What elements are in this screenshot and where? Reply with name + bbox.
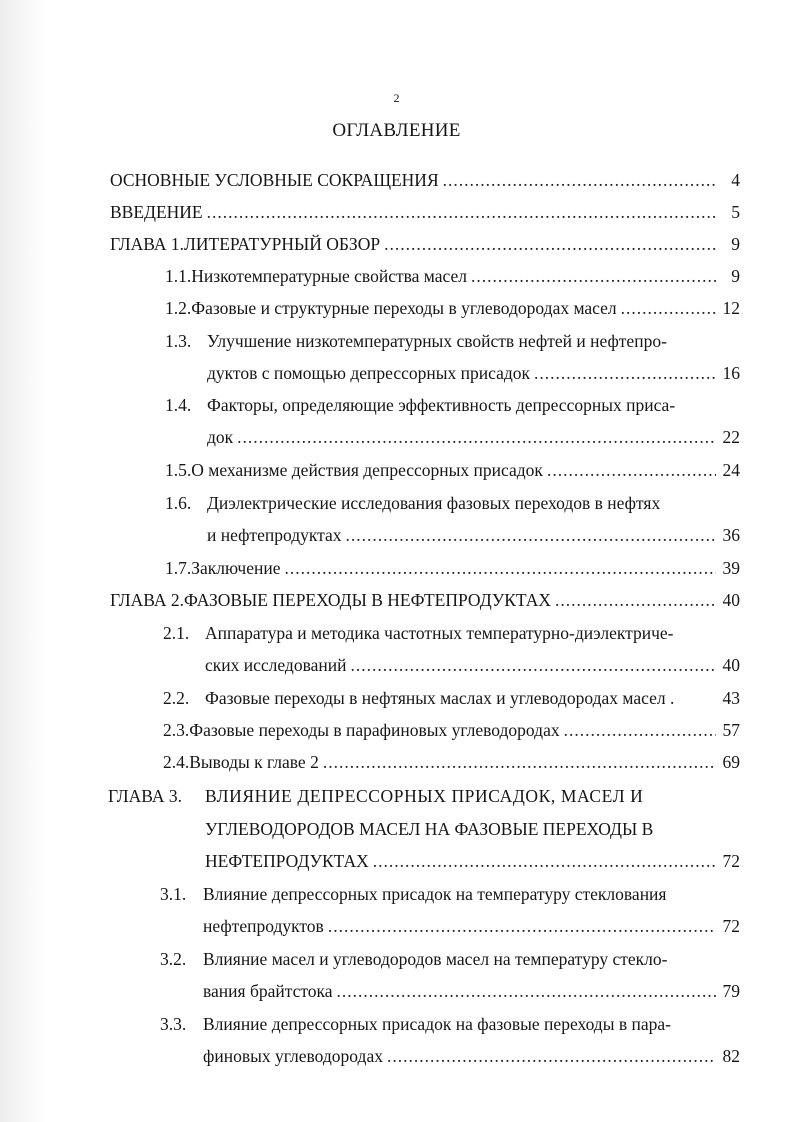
toc-title: Низкотемпературные свойства масел <box>191 266 467 286</box>
toc-leader <box>346 524 716 546</box>
toc-page: 36 <box>722 525 740 545</box>
toc-leader <box>387 1045 716 1067</box>
toc-entry[interactable] <box>205 654 740 676</box>
toc-title-line2: УГЛЕВОДОРОДОВ МАСЕЛ НА ФАЗОВЫЕ ПЕРЕХОДЫ В <box>205 819 654 839</box>
toc-section-number: 1.7. <box>165 558 192 578</box>
toc-entry[interactable] <box>110 201 740 223</box>
toc-page: 69 <box>722 752 740 772</box>
page-title: ОГЛАВЛЕНИЕ <box>332 120 461 141</box>
toc-title: вания брайтстока <box>203 981 333 1001</box>
toc-leader <box>555 589 716 611</box>
toc-page: 16 <box>722 363 740 383</box>
toc-page: 57 <box>722 720 740 740</box>
toc-title-line1: ВЛИЯНИЕ ДЕПРЕССОРНЫХ ПРИСАДОК, МАСЕЛ И <box>205 786 644 806</box>
toc-title: ЛИТЕРАТУРНЫЙ ОБЗОР <box>184 234 381 254</box>
toc-title: ФАЗОВЫЕ ПЕРЕХОДЫ В НЕФТЕПРОДУКТАХ <box>184 590 552 610</box>
toc-title-line1: Влияние депрессорных присадок на температуру стеклования <box>203 884 667 904</box>
toc-section-number: 3.1. <box>160 884 187 904</box>
toc-title: финовых углеводородах <box>203 1046 383 1066</box>
toc-title: дуктов с помощью депрессорных присадок <box>207 363 531 383</box>
toc-entry[interactable] <box>205 850 740 872</box>
toc-leader <box>337 980 716 1002</box>
toc-leader <box>323 751 716 773</box>
toc-page: 72 <box>722 916 740 936</box>
toc-page: 22 <box>722 427 740 447</box>
toc-section-number: 1.5. <box>165 460 192 480</box>
toc-title-line1: Факторы, определяющие эффективность депрессорных приса- <box>207 395 676 415</box>
toc-entry[interactable] <box>165 265 740 287</box>
toc-entry-first-line[interactable] <box>160 948 710 970</box>
toc-page: 4 <box>731 170 740 190</box>
toc-entry-first-line[interactable] <box>165 492 711 514</box>
toc-entry-first-line[interactable] <box>165 394 711 416</box>
toc-leader <box>384 233 716 255</box>
toc-page: 43 <box>722 688 740 708</box>
toc-title-line1: Влияние масел и углеводородов масел на температуру стекло- <box>203 949 668 969</box>
toc-entry[interactable] <box>203 980 740 1002</box>
toc-title: Заключение <box>191 558 281 578</box>
toc-entry[interactable] <box>203 1045 740 1067</box>
toc-leader <box>237 426 716 448</box>
toc-leader <box>373 850 716 872</box>
toc-page: 39 <box>722 558 740 578</box>
toc-leader <box>547 459 716 481</box>
toc-page: 9 <box>731 234 740 254</box>
toc-title: нефтепродуктов <box>203 916 324 936</box>
toc-title: Фазовые и структурные переходы в углеводородах масел <box>191 298 617 318</box>
toc-entry[interactable] <box>207 362 740 384</box>
toc-section-number: 3.3. <box>160 1014 187 1034</box>
toc-entry[interactable] <box>110 233 740 255</box>
toc-entry[interactable] <box>163 687 740 709</box>
toc-title-line1: Улучшение низкотемпературных свойств нефтей и нефтепро- <box>207 331 667 351</box>
toc-page: 24 <box>722 460 740 480</box>
toc-entry-first-line[interactable] <box>160 883 705 905</box>
toc-leader <box>328 915 716 937</box>
toc-leader <box>471 265 716 287</box>
toc-section-number: 2.3. <box>163 720 190 740</box>
toc-entry-first-line[interactable] <box>160 1013 710 1035</box>
toc-entry[interactable] <box>203 915 740 937</box>
toc-page: 5 <box>731 202 740 222</box>
toc-chapter-number: ГЛАВА 3. <box>108 786 183 806</box>
toc-entry[interactable] <box>110 169 740 191</box>
toc-entry-second-line <box>205 818 695 840</box>
toc-entry-first-line[interactable] <box>108 785 686 807</box>
toc-entry[interactable] <box>163 751 740 773</box>
toc-section-number: 2.2. <box>163 688 190 708</box>
toc-section-number: 1.4. <box>165 395 192 415</box>
toc-page: 79 <box>722 981 740 1001</box>
toc-page: 72 <box>722 851 740 871</box>
toc-page: 9 <box>731 266 740 286</box>
toc-title: ских исследований <box>205 655 347 675</box>
toc-leader <box>285 557 717 579</box>
toc-section-number: 1.6. <box>165 493 192 513</box>
toc-title: ВВЕДЕНИЕ <box>110 202 203 222</box>
toc-section-number: 2.4. <box>163 752 190 772</box>
toc-entry[interactable] <box>165 297 740 319</box>
toc-title: ОСНОВНЫЕ УСЛОВНЫЕ СОКРАЩЕНИЯ <box>110 170 439 190</box>
toc-section-number: 1.2. <box>165 298 192 318</box>
toc-entry[interactable] <box>207 426 740 448</box>
toc-leader <box>443 169 716 191</box>
toc-title: Выводы к главе 2 <box>189 752 319 772</box>
toc-entry-first-line[interactable] <box>165 330 711 352</box>
toc-title-line1: Влияние депрессорных присадок на фазовые переходы в пара- <box>203 1014 671 1034</box>
toc-leader <box>207 201 716 223</box>
toc-page: 82 <box>722 1046 740 1066</box>
toc-title: док <box>207 427 234 447</box>
toc-leader <box>564 719 716 741</box>
toc-chapter-number: ГЛАВА 2. <box>110 590 185 610</box>
toc-title: О механизме действия депрессорных присадок <box>191 460 543 480</box>
toc-leader <box>350 654 716 676</box>
toc-title-line1: Аппаратура и методика частотных температурно-диэлектриче- <box>205 623 674 643</box>
toc-page: 40 <box>722 655 740 675</box>
toc-section-number: 1.1. <box>165 266 192 286</box>
toc-entry[interactable] <box>163 719 740 741</box>
toc-entry[interactable] <box>165 557 740 579</box>
page-number: 2 <box>393 91 400 105</box>
toc-page: 12 <box>722 298 740 318</box>
toc-entry[interactable] <box>165 459 740 481</box>
toc-leader <box>534 362 716 384</box>
toc-section-number: 1.3. <box>165 331 192 351</box>
toc-leader <box>621 297 716 319</box>
toc-title: Фазовые переходы в парафиновых углеводородах <box>189 720 560 740</box>
toc-page: 40 <box>722 590 740 610</box>
toc-section-number: 2.1. <box>163 623 190 643</box>
toc-title: Фазовые переходы в нефтяных маслах и углеводородах масел . <box>205 688 675 708</box>
toc-entry[interactable] <box>207 524 740 546</box>
toc-title: НЕФТЕПРОДУКТАХ <box>205 851 369 871</box>
toc-section-number: 3.2. <box>160 949 187 969</box>
toc-entry-first-line[interactable] <box>163 622 711 644</box>
toc-title: и нефтепродуктах <box>207 525 342 545</box>
toc-title-line1: Диэлектрические исследования фазовых переходов в нефтях <box>207 493 661 513</box>
toc-chapter-number: ГЛАВА 1. <box>110 234 185 254</box>
toc-entry[interactable] <box>110 589 740 611</box>
